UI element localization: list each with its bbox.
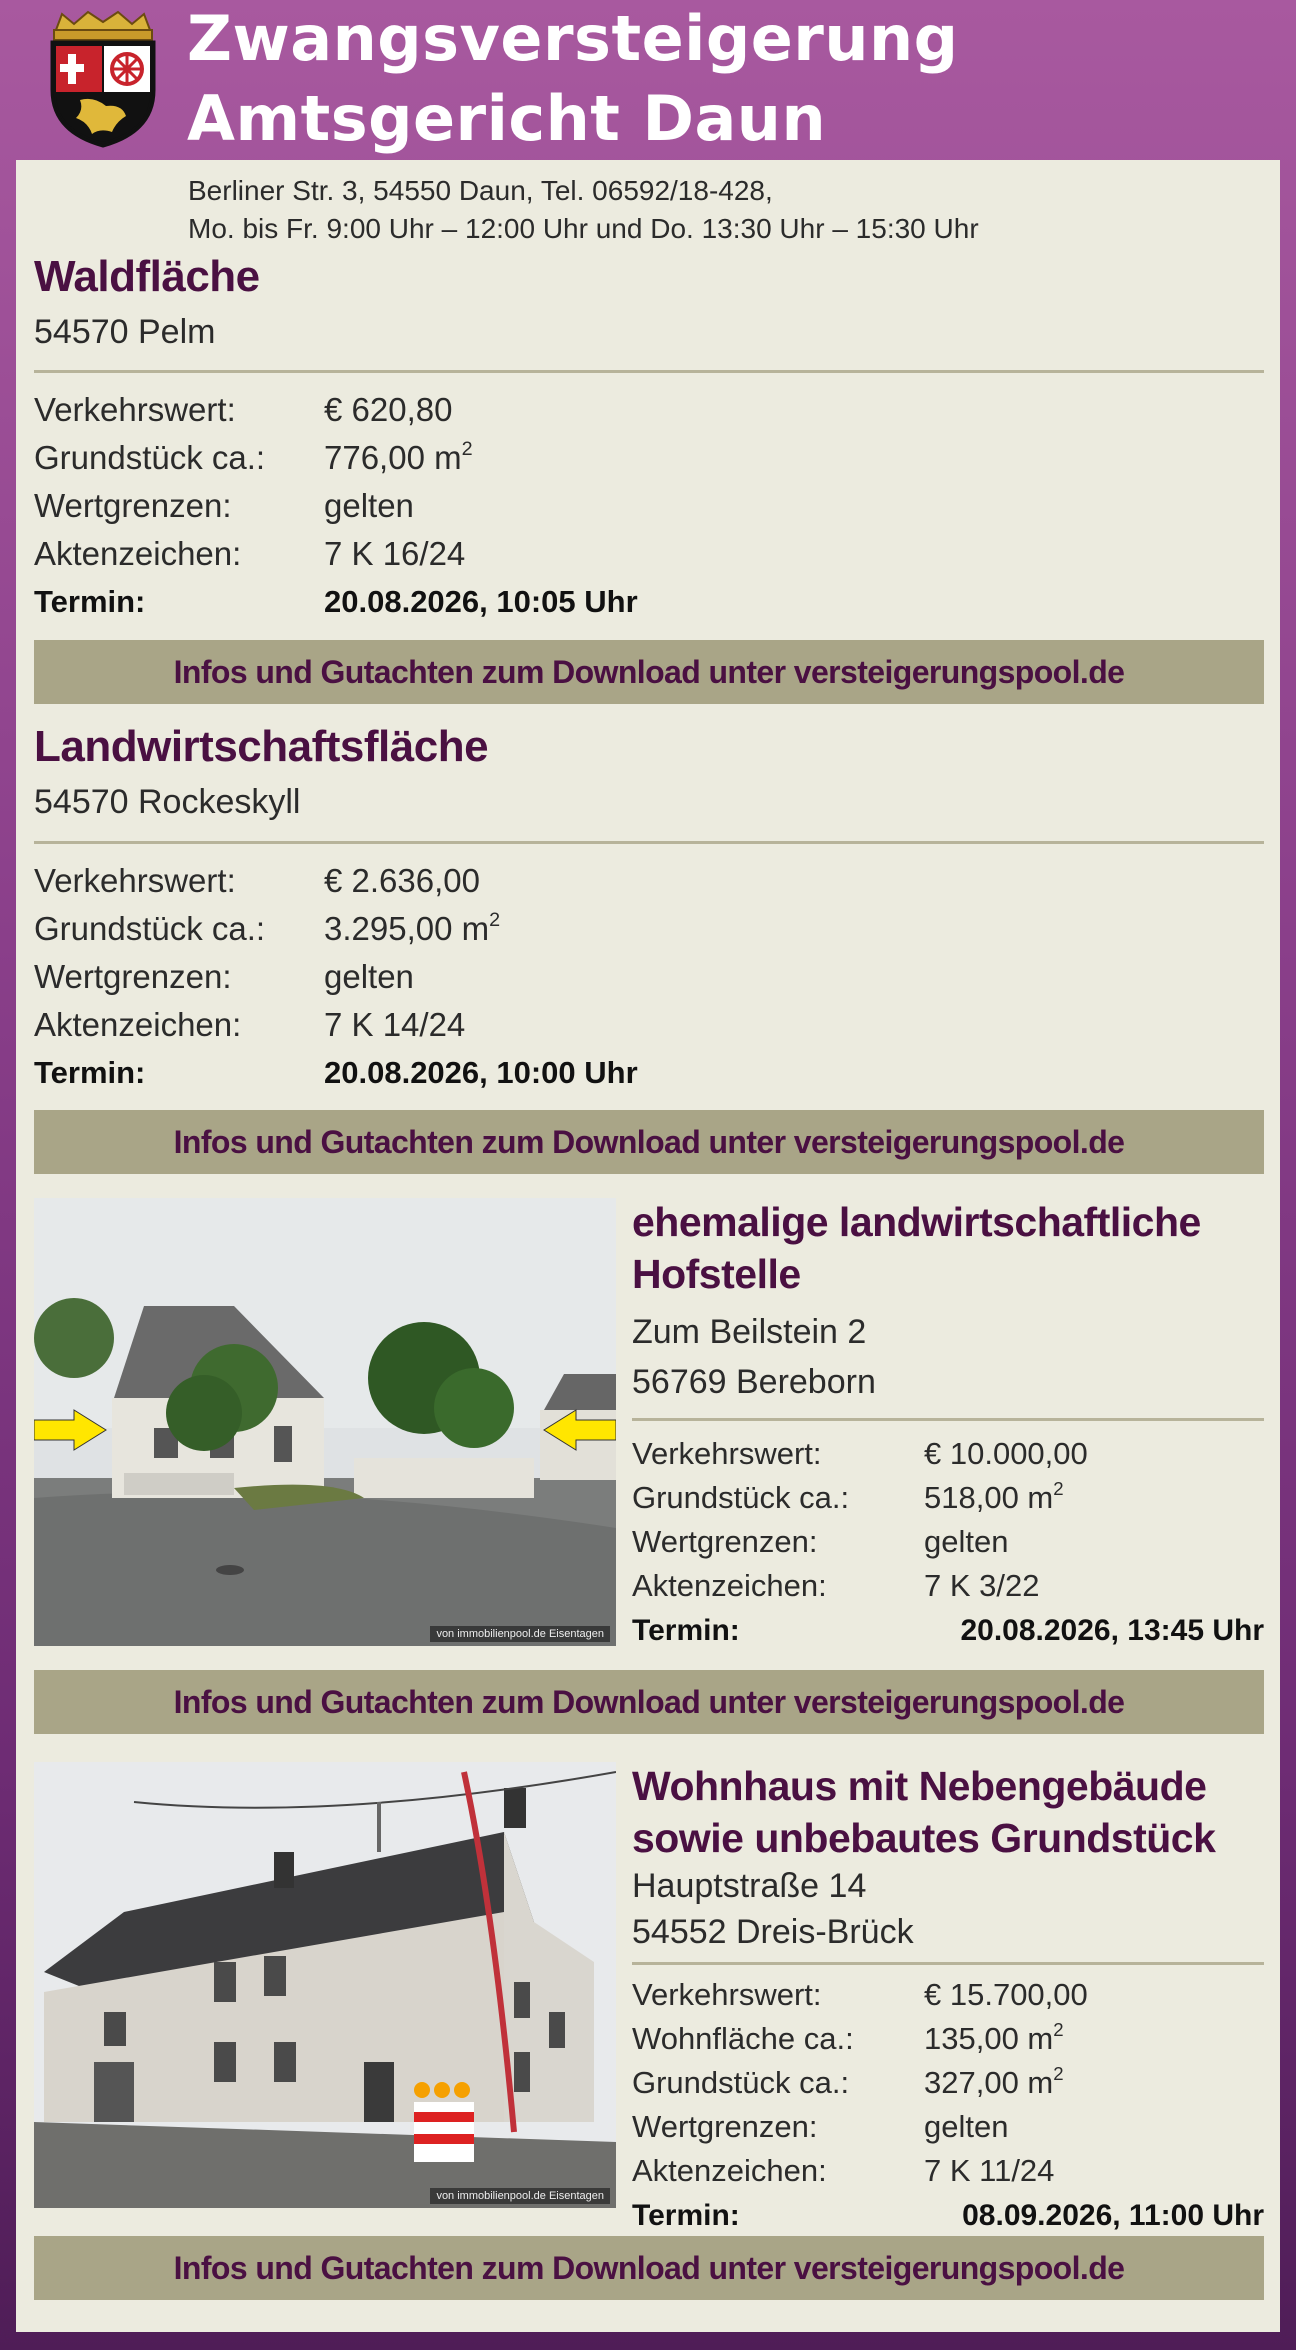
page-title-line1: Zwangsversteigerung <box>187 2 959 75</box>
lot-3-title-line2: Hofstelle <box>632 1251 801 1297</box>
detail-label: Verkehrswert: <box>34 391 236 428</box>
detail-row <box>34 530 638 578</box>
lot-4-location: 54552 Dreis-Brück <box>632 1913 914 1951</box>
detail-value: € 15.700,00 <box>924 1977 1088 2012</box>
detail-row <box>632 1973 1264 2017</box>
divider <box>632 1418 1264 1421</box>
detail-value: € 620,80 <box>324 391 453 428</box>
termin-value: 20.08.2026, 10:00 Uhr <box>324 1055 638 1090</box>
detail-value: gelten <box>324 487 414 524</box>
detail-row <box>632 2105 1264 2149</box>
detail-row <box>34 482 638 530</box>
download-banner-link[interactable]: Infos und Gutachten zum Download unter versteigerungspool.de <box>34 2236 1264 2300</box>
detail-label: Wertgrenzen: <box>632 1524 818 1559</box>
termin-value: 20.08.2026, 10:05 Uhr <box>324 584 638 619</box>
detail-value: 7 K 3/22 <box>924 1568 1040 1603</box>
detail-row <box>34 905 638 953</box>
detail-label: Grundstück ca.: <box>34 439 266 476</box>
detail-label: Aktenzeichen: <box>632 1568 827 1603</box>
termin-row <box>34 1049 638 1097</box>
detail-row <box>34 857 638 905</box>
rheinland-pfalz-coat-of-arms-icon <box>44 10 162 148</box>
detail-value: 327,00 $m^2$ <box>924 2062 1064 2100</box>
detail-label: Wertgrenzen: <box>34 958 232 995</box>
divider <box>34 841 1264 844</box>
detail-label: Aktenzeichen: <box>34 535 242 572</box>
detail-row <box>34 953 638 1001</box>
lot-3-details <box>632 1432 1264 1654</box>
detail-label: Verkehrswert: <box>632 1977 822 2012</box>
lot-4-title-line1: Wohnhaus mit Nebengebäude <box>632 1763 1207 1809</box>
detail-row <box>34 386 638 434</box>
detail-row <box>632 2017 1264 2061</box>
lot-2-title: Landwirtschaftsfläche <box>34 722 489 771</box>
lot-2-details <box>34 857 638 1097</box>
detail-row <box>632 1520 1264 1564</box>
lot-1-title: Waldfläche <box>34 252 260 301</box>
detail-label: Wertgrenzen: <box>34 487 232 524</box>
detail-value: 776,00 $m^2$ <box>324 438 473 476</box>
detail-value: 7 K 11/24 <box>924 2153 1055 2188</box>
detail-row <box>632 2149 1264 2193</box>
photo-credit: von immobilienpool.de Eisentagen <box>430 2188 610 2204</box>
lot-3-street: Zum Beilstein 2 <box>632 1313 867 1351</box>
detail-label: Aktenzeichen: <box>632 2153 827 2188</box>
termin-label: Termin: <box>632 2199 740 2232</box>
lot-4-title <box>632 1760 1215 1864</box>
lot-4-details <box>632 1973 1264 2239</box>
detail-row <box>632 1432 1264 1476</box>
detail-row <box>632 2061 1264 2105</box>
termin-label: Termin: <box>34 584 146 619</box>
termin-row <box>34 578 638 626</box>
court-hours-line: Mo. bis Fr. 9:00 Uhr – 12:00 Uhr und Do. 13:30 Uhr – 15:30 Uhr <box>188 213 979 244</box>
detail-value: € 10.000,00 <box>924 1436 1088 1471</box>
page-title-line2: Amtsgericht Daun <box>187 82 827 155</box>
court-address-line1: Berliner Str. 3, 54550 Daun, Tel. 06592/18-428, <box>188 175 773 206</box>
lot-3-title-line1: ehemalige landwirtschaftliche <box>632 1199 1201 1245</box>
detail-row <box>632 1564 1264 1608</box>
detail-value: 3.295,00 $m^2$ <box>324 909 501 947</box>
download-banner-link[interactable]: Infos und Gutachten zum Download unter versteigerungspool.de <box>34 1110 1264 1174</box>
court-address <box>188 172 979 248</box>
detail-row <box>34 434 638 482</box>
detail-value: gelten <box>324 958 414 995</box>
detail-value: € 2.636,00 <box>324 862 480 899</box>
detail-label: Grundstück ca.: <box>34 910 266 947</box>
lot-4-street: Hauptstraße 14 <box>632 1867 867 1905</box>
termin-value: 08.09.2026, 11:00 Uhr <box>962 2199 1264 2232</box>
divider <box>632 1962 1264 1965</box>
detail-value: 7 K 16/24 <box>324 535 466 572</box>
lot-3-title <box>632 1196 1201 1300</box>
termin-label: Termin: <box>632 1614 740 1647</box>
detail-value: 518,00 $m^2$ <box>924 1477 1064 1515</box>
divider <box>34 370 1264 373</box>
lot-1-details <box>34 386 638 626</box>
termin-row <box>632 1608 1264 1654</box>
detail-label: Wohnfläche ca.: <box>632 2021 854 2056</box>
lot-4-title-line2: sowie unbebautes Grundstück <box>632 1815 1216 1861</box>
lot-4-photo <box>34 1762 616 2208</box>
page-header <box>0 0 1296 160</box>
termin-value: 20.08.2026, 13:45 Uhr <box>960 1614 1264 1647</box>
detail-label: Verkehrswert: <box>34 862 236 899</box>
detail-value: gelten <box>924 2109 1009 2144</box>
lot-3-photo <box>34 1198 616 1646</box>
detail-value: gelten <box>924 1524 1009 1559</box>
detail-row <box>34 1001 638 1049</box>
lot-2-location: 54570 Rockeskyll <box>34 783 301 821</box>
detail-label: Grundstück ca.: <box>632 2065 850 2100</box>
lot-1-location: 54570 Pelm <box>34 313 216 351</box>
detail-label: Wertgrenzen: <box>632 2109 818 2144</box>
detail-label: Verkehrswert: <box>632 1436 822 1471</box>
detail-value: 7 K 14/24 <box>324 1006 466 1043</box>
detail-label: Aktenzeichen: <box>34 1006 242 1043</box>
termin-row <box>632 2193 1264 2239</box>
photo-credit: von immobilienpool.de Eisentagen <box>430 1626 610 1642</box>
download-banner-link[interactable]: Infos und Gutachten zum Download unter versteigerungspool.de <box>34 640 1264 704</box>
lot-3-location: 56769 Bereborn <box>632 1363 876 1401</box>
detail-value: 135,00 $m^2$ <box>924 2018 1064 2056</box>
download-banner-link[interactable]: Infos und Gutachten zum Download unter versteigerungspool.de <box>34 1670 1264 1734</box>
detail-row <box>632 1476 1264 1520</box>
detail-label: Grundstück ca.: <box>632 1480 850 1515</box>
termin-label: Termin: <box>34 1055 146 1090</box>
